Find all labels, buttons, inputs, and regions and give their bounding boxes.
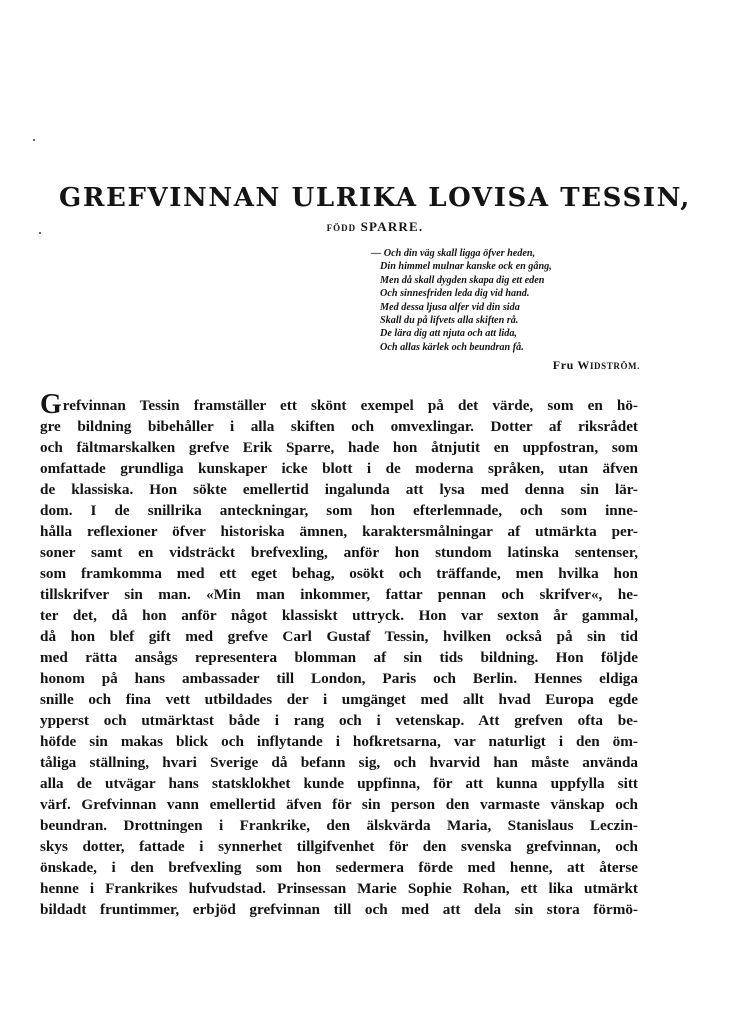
body-line: henne i Frankrikes hufvudstad. Prinsessan Marie Sophie Rohan, ett lika utmärkt xyxy=(40,880,638,897)
attribution-prefix: Fru xyxy=(552,358,574,372)
body-text xyxy=(40,389,638,920)
epigraph-line: Och allas kärlek och beundran få. xyxy=(380,341,524,353)
body-line: då hon blef gift med grefve Carl Gustaf Tessin, hvilken också på sin tid xyxy=(40,628,638,645)
body-line: snille och fina vett utbildades der i umgänget med allt hvad Europa egde xyxy=(40,691,638,708)
body-line: de klassiska. Hon sökte emellertid ingalunda att lysa med denna sin lär- xyxy=(40,481,638,498)
body-line: tillskrifver sin man. «Min man inkommer, fattar pennan och skrifver«, he- xyxy=(40,586,638,603)
epigraph-line: — Och din väg skall ligga öfver heden, xyxy=(371,248,536,259)
body-line-text: refvinnan Tessin framställer ett skönt exempel på det värde, som en hö- xyxy=(62,397,638,414)
page-subtitle xyxy=(0,219,750,236)
body-line xyxy=(40,389,638,420)
body-line: med rätta ansågs representera blomman af sin tids bildning. Hon följde xyxy=(40,649,638,666)
epigraph-line: Skall du på lifvets alla skiften rå. xyxy=(380,315,519,327)
epigraph-line: De lära dig att njuta och att lida, xyxy=(380,328,517,340)
body-line: ypperst och utmärktast både i rang och i vetenskap. Att grefven ofta be- xyxy=(40,712,638,729)
attribution-initial: W xyxy=(577,358,590,372)
body-line: gre bildning bibehåller i alla skiften och omvexlingar. Dotter af riksrådet xyxy=(40,418,638,435)
body-line: dom. I de snillrika anteckningar, som hon efterlemnade, och som inne- xyxy=(40,502,638,519)
drop-cap: G xyxy=(40,389,62,420)
body-line: och fältmarskalken grefve Erik Sparre, hade hon åtnjutit en uppfostran, som xyxy=(40,439,638,456)
epigraph-line: Och sinnesfriden leda dig vid hand. xyxy=(380,288,530,300)
body-line: tåliga ställning, hvari Sverige då befann sig, och hvarvid han måste använda xyxy=(40,754,638,771)
subtitle-prefix: FÖDD xyxy=(326,223,357,233)
body-line: honom på hans ambassader till London, Paris och Berlin. Hennes eldiga xyxy=(40,670,638,687)
body-line: soner samt en vidsträckt brefvexling, anför hon stundom latinska sentenser, xyxy=(40,544,638,561)
epigraph-attribution xyxy=(470,358,640,373)
body-line: skys dotter, fattade i synnerhet tillgifvenhet för den svenska grefvinnan, och xyxy=(40,838,638,855)
subtitle-name: SPARRE. xyxy=(360,219,424,234)
body-line: höfde sin makas blick och inflytande i hofkretsarna, var naturligt i den öm- xyxy=(40,733,638,750)
body-line: värf. Grefvinnan vann emellertid äfven för sin person den varmaste vänskap och xyxy=(40,796,638,813)
body-line: ter det, då hon anför något klassiskt uttryck. Hon var sexton år gammal, xyxy=(40,607,638,624)
body-line: önskade, i den brefvexling som hon sedermera förde med henne, att återse xyxy=(40,859,638,876)
body-line: alla de utvägar hans statsklokhet kunde uppfinna, för att kunna uppfylla sitt xyxy=(40,775,638,792)
page-title: GREFVINNAN ULRIKA LOVISA TESSIN, xyxy=(59,183,691,213)
body-line: beundran. Drottningen i Frankrike, den älskvärda Maria, Stanislaus Leczin- xyxy=(40,817,638,834)
body-line: bildadt fruntimmer, erbjöd grefvinnan till och med att dela sin stora förmö- xyxy=(40,901,638,918)
body-line: omfattade grundliga kunskaper icke blott i de moderna språken, utan äfven xyxy=(40,460,638,477)
body-line: som framkomma med ett eget behag, osökt och träffande, men hvilka hon xyxy=(40,565,638,582)
epigraph-line: Din himmel mulnar kanske ock en gång, xyxy=(380,261,552,273)
body-line: hålla reflexioner öfver historiska ämnen, karaktersmålningar af utmärkta per- xyxy=(40,523,638,540)
attribution-name: IDSTRÖM. xyxy=(589,361,640,371)
paper-speck xyxy=(33,139,35,141)
epigraph xyxy=(371,247,651,354)
epigraph-line: Med dessa ljusa alfer vid din sida xyxy=(380,301,520,313)
epigraph-line: Men då skall dygden skapa dig ett eden xyxy=(380,274,545,286)
